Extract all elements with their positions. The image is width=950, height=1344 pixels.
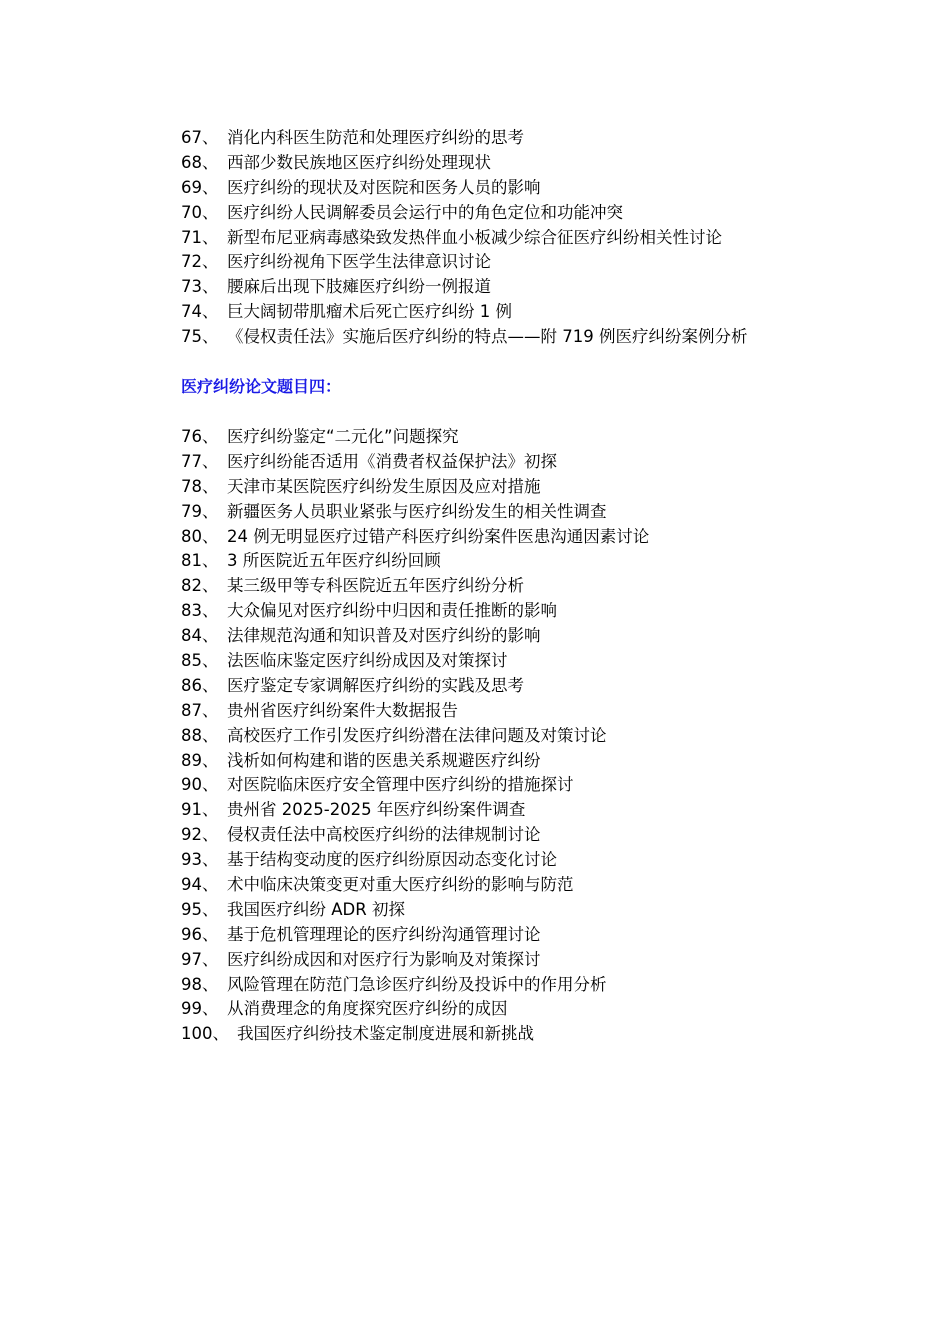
item-title: 医疗鉴定专家调解医疗纠纷的实践及思考 bbox=[227, 675, 524, 695]
list-item bbox=[181, 201, 747, 226]
item-title: 大众偏见对医疗纠纷中归因和责任推断的影响 bbox=[227, 601, 557, 621]
item-number: 68、 bbox=[181, 152, 219, 172]
list-item bbox=[181, 226, 747, 251]
item-title: 浅析如何构建和谐的医患关系规避医疗纠纷 bbox=[227, 750, 541, 770]
list-item bbox=[181, 525, 649, 550]
list-item bbox=[181, 126, 747, 151]
list-item bbox=[181, 275, 747, 300]
item-number: 90、 bbox=[181, 775, 219, 795]
item-number: 85、 bbox=[181, 651, 219, 671]
list-item bbox=[181, 674, 649, 699]
item-number: 76、 bbox=[181, 427, 219, 446]
item-title: 消化内科医生防范和处理医疗纠纷的思考 bbox=[227, 128, 524, 147]
list-item bbox=[181, 624, 649, 649]
item-title: 医疗纠纷成因和对医疗行为影响及对策探讨 bbox=[227, 949, 541, 969]
list-item bbox=[181, 574, 649, 599]
item-number: 99、 bbox=[181, 999, 219, 1019]
item-number: 79、 bbox=[181, 501, 219, 521]
list-item bbox=[181, 699, 649, 724]
item-title: 西部少数民族地区医疗纠纷处理现状 bbox=[227, 152, 491, 172]
item-title: 我国医疗纠纷技术鉴定制度进展和新挑战 bbox=[237, 1024, 534, 1044]
item-title: 某三级甲等专科医院近五年医疗纠纷分析 bbox=[227, 576, 524, 596]
item-title: 3 所医院近五年医疗纠纷回顾 bbox=[227, 551, 441, 571]
list-item bbox=[181, 749, 649, 774]
item-title: 医疗纠纷人民调解委员会运行中的角色定位和功能冲突 bbox=[227, 202, 623, 222]
item-title: 医疗纠纷能否适用《消费者权益保护法》初探 bbox=[227, 451, 557, 471]
list-item bbox=[181, 1022, 649, 1047]
item-number: 91、 bbox=[181, 800, 219, 820]
item-number: 69、 bbox=[181, 177, 219, 197]
item-title: 24 例无明显医疗过错产科医疗纠纷案件医患沟通因素讨论 bbox=[227, 526, 650, 546]
list-item bbox=[181, 823, 649, 848]
list-item bbox=[181, 151, 747, 176]
item-title: 天津市某医院医疗纠纷发生原因及应对措施 bbox=[227, 476, 541, 496]
item-title: 新型布尼亚病毒感染致发热伴血小板减少综合征医疗纠纷相关性讨论 bbox=[227, 227, 722, 247]
item-number: 98、 bbox=[181, 974, 219, 994]
item-number: 80、 bbox=[181, 526, 219, 546]
list-item bbox=[181, 923, 649, 948]
list-item bbox=[181, 798, 649, 823]
item-number: 78、 bbox=[181, 476, 219, 496]
item-number: 95、 bbox=[181, 899, 219, 919]
item-number: 86、 bbox=[181, 675, 219, 695]
item-number: 75、 bbox=[181, 327, 219, 347]
list-item bbox=[181, 773, 649, 798]
item-title: 法医临床鉴定医疗纠纷成因及对策探讨 bbox=[227, 651, 508, 671]
item-number: 94、 bbox=[181, 875, 219, 895]
item-title: 《侵权责任法》实施后医疗纠纷的特点——附 719 例医疗纠纷案例分析 bbox=[227, 327, 748, 347]
list-item bbox=[181, 848, 649, 873]
list-item bbox=[181, 475, 649, 500]
item-title: 医疗纠纷的现状及对医院和医务人员的影响 bbox=[227, 177, 541, 197]
item-number: 74、 bbox=[181, 302, 219, 322]
item-number: 77、 bbox=[181, 451, 219, 471]
item-title: 巨大阔韧带肌瘤术后死亡医疗纠纷 1 例 bbox=[227, 302, 512, 322]
list-item bbox=[181, 599, 649, 624]
item-number: 73、 bbox=[181, 277, 219, 297]
item-title: 腰麻后出现下肢瘫医疗纠纷一例报道 bbox=[227, 277, 491, 297]
item-title: 医疗纠纷视角下医学生法律意识讨论 bbox=[227, 252, 491, 272]
item-number: 72、 bbox=[181, 252, 219, 272]
item-number: 92、 bbox=[181, 825, 219, 845]
item-number: 100、 bbox=[181, 1024, 229, 1044]
item-number: 70、 bbox=[181, 202, 219, 222]
list-item bbox=[181, 250, 747, 275]
item-number: 89、 bbox=[181, 750, 219, 770]
item-title: 贵州省医疗纠纷案件大数据报告 bbox=[227, 700, 458, 720]
item-number: 71、 bbox=[181, 227, 219, 247]
list-item bbox=[181, 300, 747, 325]
list-item bbox=[181, 948, 649, 973]
item-title: 从消费理念的角度探究医疗纠纷的成因 bbox=[227, 999, 508, 1019]
item-number: 82、 bbox=[181, 576, 219, 596]
item-number: 88、 bbox=[181, 725, 219, 745]
item-title: 贵州省 2025-2025 年医疗纠纷案件调查 bbox=[227, 800, 526, 820]
list-item bbox=[181, 450, 649, 475]
item-title: 基于结构变动度的医疗纠纷原因动态变化讨论 bbox=[227, 850, 557, 870]
list-item bbox=[181, 873, 649, 898]
item-number: 93、 bbox=[181, 850, 219, 870]
item-title: 对医院临床医疗安全管理中医疗纠纷的措施探讨 bbox=[227, 775, 574, 795]
item-title: 法律规范沟通和知识普及对医疗纠纷的影响 bbox=[227, 626, 541, 646]
item-title: 新疆医务人员职业紧张与医疗纠纷发生的相关性调查 bbox=[227, 501, 607, 521]
list-item bbox=[181, 176, 747, 201]
item-number: 97、 bbox=[181, 949, 219, 969]
list-item bbox=[181, 425, 649, 450]
item-number: 67、 bbox=[181, 128, 219, 147]
topic-list-part-three bbox=[181, 126, 747, 350]
item-title: 医疗纠纷鉴定“二元化”问题探究 bbox=[227, 427, 459, 446]
item-title: 我国医疗纠纷 ADR 初探 bbox=[227, 899, 405, 919]
list-item bbox=[181, 325, 747, 350]
list-item bbox=[181, 549, 649, 574]
item-number: 81、 bbox=[181, 551, 219, 571]
item-number: 96、 bbox=[181, 924, 219, 944]
item-title: 风险管理在防范门急诊医疗纠纷及投诉中的作用分析 bbox=[227, 974, 607, 994]
topic-list-part-four bbox=[181, 425, 649, 1047]
list-item bbox=[181, 973, 649, 998]
item-title: 侵权责任法中高校医疗纠纷的法律规制讨论 bbox=[227, 825, 541, 845]
item-number: 87、 bbox=[181, 700, 219, 720]
item-title: 基于危机管理理论的医疗纠纷沟通管理讨论 bbox=[227, 924, 541, 944]
item-number: 83、 bbox=[181, 601, 219, 621]
item-number: 84、 bbox=[181, 626, 219, 646]
item-title: 高校医疗工作引发医疗纠纷潜在法律问题及对策讨论 bbox=[227, 725, 607, 745]
list-item bbox=[181, 898, 649, 923]
section-heading: 医疗纠纷论文题目四： bbox=[181, 377, 342, 396]
list-item bbox=[181, 997, 649, 1022]
item-title: 术中临床决策变更对重大医疗纠纷的影响与防范 bbox=[227, 875, 574, 895]
list-item bbox=[181, 724, 649, 749]
list-item bbox=[181, 649, 649, 674]
list-item bbox=[181, 500, 649, 525]
